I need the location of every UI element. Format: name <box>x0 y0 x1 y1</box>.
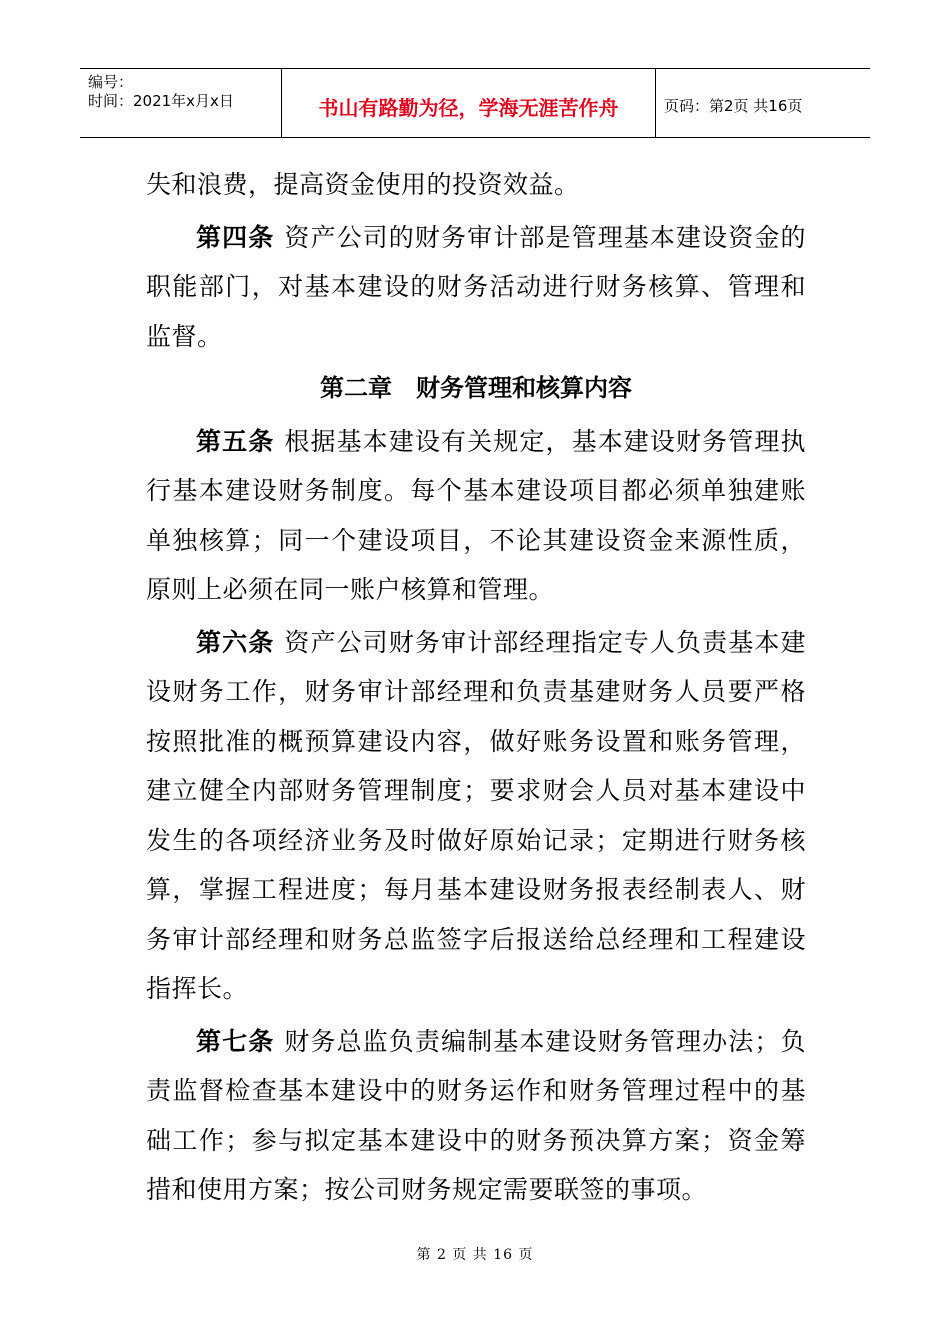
article-4 <box>146 213 806 362</box>
article-text: 资产公司的财务审计部是管理基本建设资金的职能部门，对基本建设的财务活动进行财务核算、管理和监督。 <box>146 222 806 351</box>
article-6 <box>146 618 806 1014</box>
article-title: 第四条 <box>196 222 275 252</box>
article-text: 资产公司财务审计部经理指定专人负责基本建设财务工作，财务审计部经理和负责基建财务人员要严格按照批准的概预算建设内容，做好账务设置和账务管理，建立健全内部财务管理制度；要求财会人员对基本建设中发生的各项经济业务及时做好原始记录；定期进行财务核算，掌握工程进度；每月基本建设财务报表经制表人、财务审计部经理和财务总监签字后报送给总经理和工程建设指挥长。 <box>146 627 806 1003</box>
page-footer: 第 2 页 共 16 页 <box>416 1247 534 1263</box>
article-text: 根据基本建设有关规定，基本建设财务管理执行基本建设财务制度。每个基本建设项目都必须单独建账单独核算；同一个建设项目，不论其建设资金来源性质，原则上必须在同一账户核算和管理。 <box>146 426 806 604</box>
header-page-label: 页码：第2页 共16页 <box>664 96 803 115</box>
article-5 <box>146 417 806 615</box>
article-title: 第七条 <box>196 1026 275 1056</box>
article-title: 第五条 <box>196 426 275 456</box>
header-meta <box>80 69 282 137</box>
article-7 <box>146 1017 806 1215</box>
paragraph-continuation: 失和浪费，提高资金使用的投资效益。 <box>146 170 580 199</box>
header-motto: 书山有路勤为径，学海无涯苦作舟 <box>282 69 656 137</box>
page-header <box>80 68 870 138</box>
chapter-heading: 第二章 财务管理和核算内容 <box>320 374 632 402</box>
document-time-label: 时间：2021年x月x日 <box>88 92 234 110</box>
article-title: 第六条 <box>196 627 275 657</box>
document-body <box>146 160 806 1215</box>
article-text: 财务总监负责编制基本建设财务管理办法；负责监督检查基本建设中的财务运作和财务管理过程中的基础工作；参与拟定基本建设中的财务预决算方案；资金筹措和使用方案；按公司财务规定需要联签的事项。 <box>146 1026 806 1204</box>
document-number-label: 编号： <box>88 73 134 91</box>
